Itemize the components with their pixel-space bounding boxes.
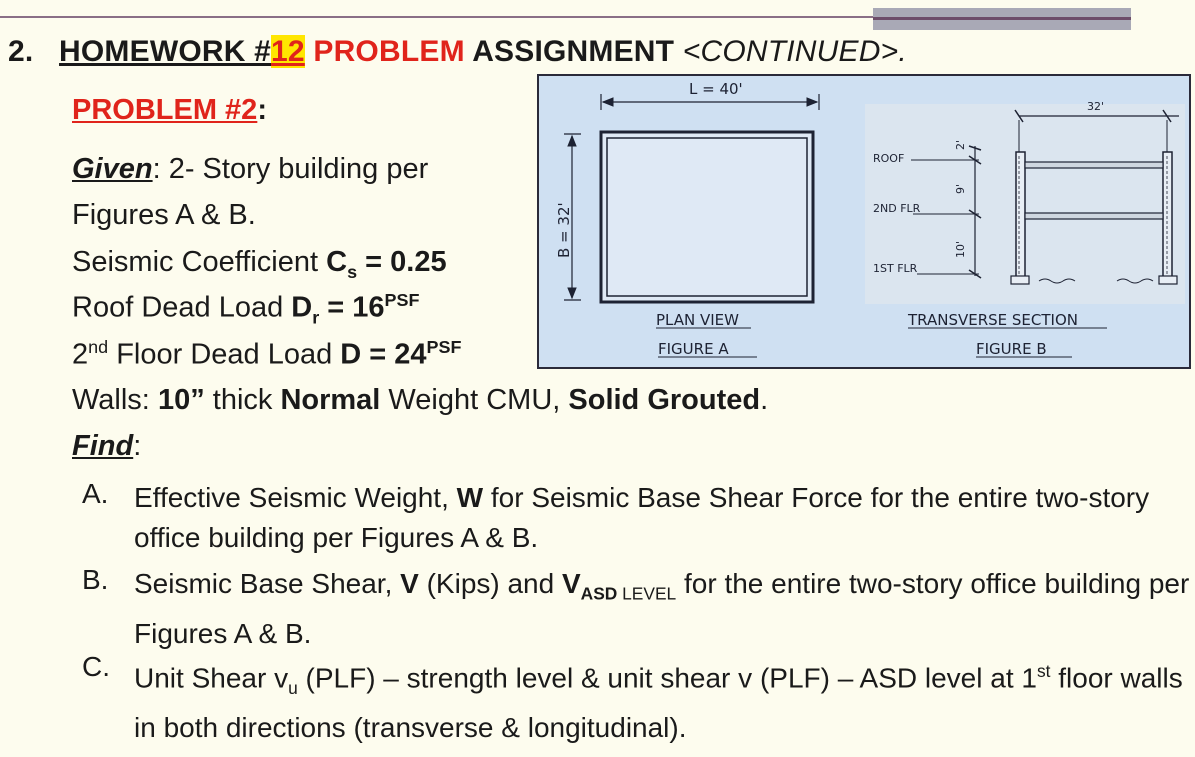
given-line-2: Figures A & B. xyxy=(72,199,256,231)
top-rule xyxy=(0,16,875,18)
page-title xyxy=(8,35,907,69)
section-figure-label: FIGURE B xyxy=(976,340,1047,358)
section-caption: TRANSVERSE SECTION xyxy=(908,311,1078,329)
section-roof-label: ROOF xyxy=(873,152,905,165)
plan-dim-B: B = 32' xyxy=(555,202,573,258)
section-dim-parapet: 2' xyxy=(954,139,967,150)
given-label: Given xyxy=(72,153,153,185)
find-heading: Find: xyxy=(72,430,142,462)
figure-panel xyxy=(537,74,1191,369)
plan-dim-L: L = 40' xyxy=(689,80,743,98)
title-number: 2. xyxy=(8,35,34,68)
given-floor-load: 2nd Floor Dead Load $D = 24^{PSF}$ xyxy=(72,337,462,371)
given-seismic: Seismic Coefficient $C_s = 0.25$ xyxy=(72,246,447,282)
given-line-1: Given: 2- Story building per xyxy=(72,153,429,185)
title-problem: PROBLEM xyxy=(313,35,465,68)
title-assignment: ASSIGNMENT xyxy=(472,35,675,68)
title-hw-number: 12 xyxy=(271,35,305,68)
title-continued: <CONTINUED>. xyxy=(682,35,907,68)
problem-heading: PROBLEM #2: xyxy=(72,94,267,126)
figures-drawing xyxy=(539,76,1193,371)
section-2nd-floor-label: 2ND FLR xyxy=(873,202,921,215)
top-decor-bar xyxy=(873,8,1131,30)
section-dim-story2: 9' xyxy=(954,183,967,194)
plan-view xyxy=(564,94,819,302)
find-label: Find xyxy=(72,430,134,462)
plan-figure-label: FIGURE A xyxy=(658,340,729,358)
title-homework: HOMEWORK # xyxy=(59,35,272,68)
given-roof-load: Roof Dead Load $D_r = 16^{PSF}$ xyxy=(72,290,420,328)
section-dim-width: 32' xyxy=(1087,100,1105,113)
given-walls: Walls: 10” thick Normal Weight CMU, Solid Grouted. xyxy=(72,384,769,416)
section-dim-story1: 10' xyxy=(954,240,967,258)
plan-caption: PLAN VIEW xyxy=(656,311,739,329)
section-1st-floor-label: 1ST FLR xyxy=(873,262,918,275)
